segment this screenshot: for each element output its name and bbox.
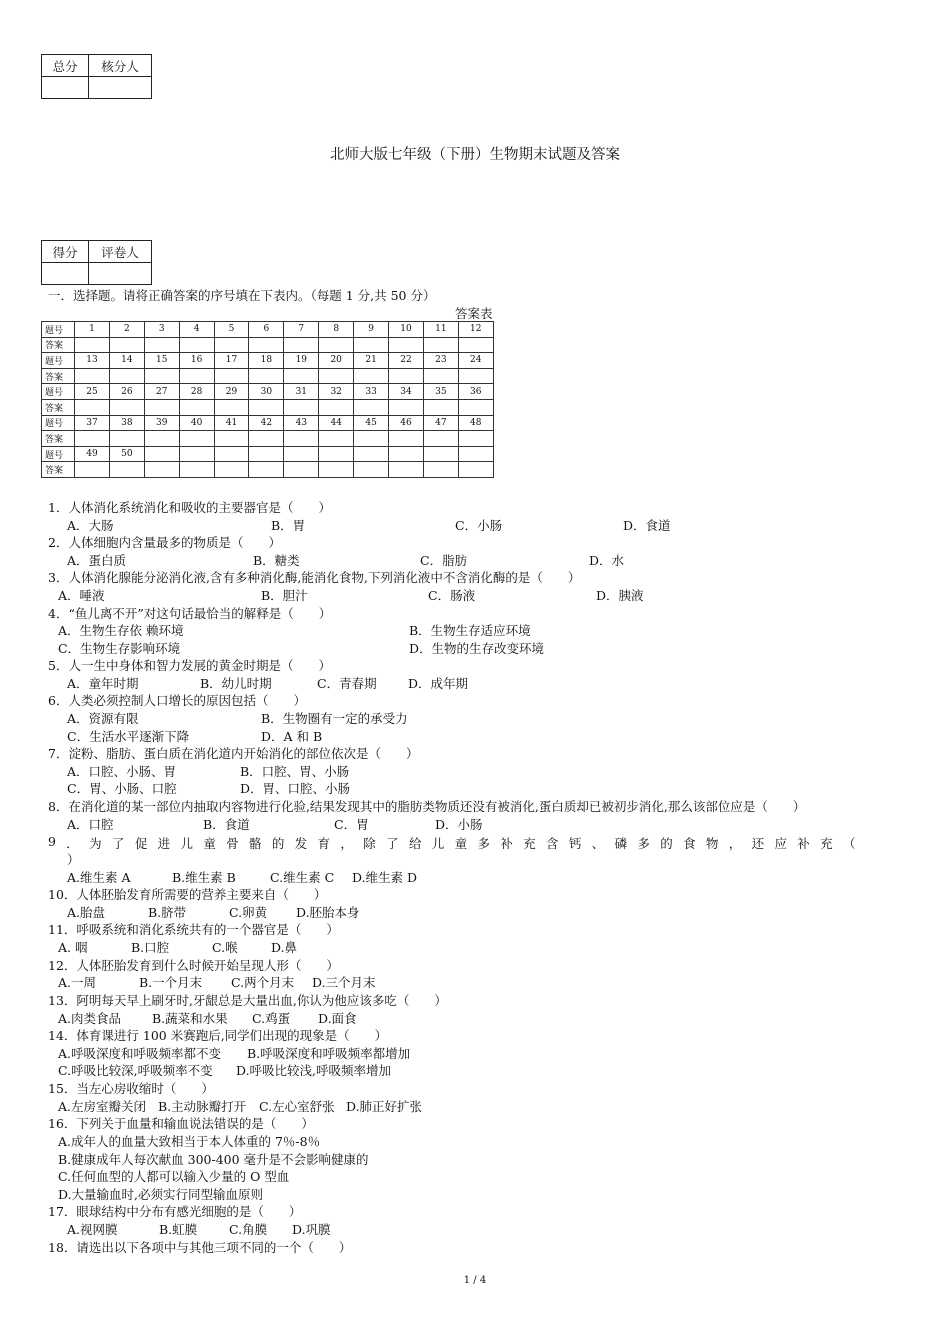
answer-table-number-cell: 34 [389,384,424,400]
q9-stem-char: 还 [751,836,765,851]
q11-option-d: D.鼻 [271,940,298,955]
answer-table-number-cell [458,446,493,462]
q9-stem-char: 除 [363,836,376,851]
answer-table-number-cell [179,446,214,462]
question-8: 8．在消化道的某一部位内抽取内容物进行化验,结果发现其中的脂肪类物质还没有被消化,蛋白质却已被初步消化,那么该部位应是（ ） [48,799,806,814]
answer-table-number-cell: 39 [144,415,179,431]
q9-option-d: D.维生素 D [352,870,418,885]
answer-table-answer-cell[interactable] [109,337,144,353]
answer-table-number-cell: 22 [389,353,424,369]
q9-stem-char: 了 [111,836,125,851]
answer-table-number-row [42,353,494,369]
answer-table-answer-cell[interactable] [144,399,179,415]
answer-table [41,321,494,478]
answer-table-number-cell: 8 [319,322,354,338]
q7-option-d: D．胃、口腔、小肠 [240,781,351,796]
answer-table-answer-cell[interactable] [179,431,214,447]
answer-table-answer-cell[interactable] [458,399,493,415]
answer-table-number-cell: 16 [179,353,214,369]
q9-stem-char: 补 [500,836,513,851]
q13-option-d: D.面食 [318,1011,357,1026]
score-box-grader-cell[interactable] [89,263,152,285]
answer-table-number-cell: 1 [75,322,110,338]
answer-table-number-cell: 32 [319,384,354,400]
answer-table-answer-cell[interactable] [354,337,389,353]
question-6: 6．人类必须控制人口增长的原因包括（ ） [48,693,306,708]
q1-option-b: B．胃 [271,518,306,533]
answer-table-number-cell: 12 [458,322,493,338]
q12-option-c: C.两个月末 [231,975,295,990]
answer-table-number-row [42,384,494,400]
answer-table-number-cell: 9 [354,322,389,338]
answer-table-answer-cell[interactable] [319,368,354,384]
answer-table-answer-cell[interactable] [284,462,319,478]
question-16: 16．下列关于血量和输血说法错误的是（ ） [48,1116,314,1131]
q14-option-c: C.呼吸比较深,呼吸频率不变 [58,1063,213,1078]
answer-table-label: 答案表 [455,306,493,321]
q7-option-c: C．胃、小肠、口腔 [67,781,177,796]
q8-option-a: A．口腔 [67,817,114,832]
answer-table-answer-cell[interactable] [389,399,424,415]
q1-option-d: D．食道 [623,518,671,533]
answer-table-answer-cell[interactable] [109,462,144,478]
q2-option-a: A．蛋白质 [67,553,127,568]
q6-option-d: D．A 和 B [261,729,323,744]
score-box-total-cell[interactable] [42,77,89,99]
answer-table-answer-cell[interactable] [319,431,354,447]
q9-stem-char: 促 [134,836,148,851]
q13-option-a: A.肉类食品 [58,1011,122,1026]
q3-option-b: B．胆汁 [261,588,308,603]
q17-option-a: A.视网膜 [67,1222,118,1237]
q15-option-a: A.左房室瓣关闭 [58,1099,147,1114]
answer-table-answer-cell[interactable] [249,431,284,447]
answer-table-number-cell: 3 [144,322,179,338]
answer-table-answer-cell[interactable] [389,431,424,447]
q10-option-a: A.胎盘 [67,905,106,920]
answer-table-answer-cell[interactable] [75,337,110,353]
answer-table-answer-cell[interactable] [354,399,389,415]
answer-table-number-cell: 49 [75,446,110,462]
answer-table-answer-cell[interactable] [458,462,493,478]
q11-option-c: C.喉 [212,940,238,955]
q3-option-a: A．唾液 [58,588,105,603]
answer-table-number-cell: 13 [75,353,110,369]
answer-table-number-cell: 10 [389,322,424,338]
q9-stem-char: 多 [477,836,490,851]
answer-table-number-cell [284,446,319,462]
q15-option-b: B.主动脉瓣打开 [158,1099,247,1114]
score-box-checker-cell[interactable] [89,77,152,99]
q17-option-d: D.巩膜 [292,1222,331,1237]
answer-table-answer-label: 答案 [42,431,75,447]
answer-table-number-cell: 41 [214,415,249,431]
answer-table-number-cell [144,446,179,462]
answer-table-number-cell: 20 [319,353,354,369]
answer-table-answer-cell[interactable] [389,462,424,478]
q7-option-b: B．口腔、胃、小肠 [240,764,350,779]
answer-table-answer-cell[interactable] [249,399,284,415]
score-box-score-header: 得分 [42,241,89,263]
answer-table-answer-cell[interactable] [75,368,110,384]
answer-table-answer-cell[interactable] [423,462,458,478]
answer-table-number-cell: 23 [423,353,458,369]
answer-table-answer-cell[interactable] [109,431,144,447]
question-18: 18．请选出以下各项中与其他三项不同的一个（ ） [48,1240,352,1255]
q1-option-a: A．大肠 [67,518,114,533]
answer-table-number-cell: 35 [423,384,458,400]
q9-stem-char: 磷 [614,836,628,851]
q16-option-c: C.任何血型的人都可以输入少量的 O 型血 [58,1169,290,1184]
answer-table-number-label: 题号 [42,322,75,338]
answer-table-answer-cell[interactable] [319,337,354,353]
answer-table-answer-cell[interactable] [423,431,458,447]
answer-table-number-cell: 30 [249,384,284,400]
answer-table-number-cell: 6 [249,322,284,338]
section-heading: 一．选择题。请将正确答案的序号填在下表内。（每题 1 分,共 50 分） [48,288,436,303]
answer-table-answer-cell[interactable] [458,368,493,384]
q9-stem-char: 物 [705,836,719,851]
q9-stem-char: 、 [591,836,605,851]
answer-table-number-cell: 2 [109,322,144,338]
answer-table-number-cell: 48 [458,415,493,431]
q9-stem-char: 含 [546,836,559,851]
answer-table-number-cell: 47 [423,415,458,431]
answer-table-answer-cell[interactable] [179,399,214,415]
q9-stem-char: 了 [386,836,399,851]
q9-stem-char: 进 [157,836,171,851]
answer-table-number-cell: 37 [75,415,110,431]
answer-table-number-cell: 36 [458,384,493,400]
answer-table-answer-cell[interactable] [214,462,249,478]
q6-option-c: C．生活水平逐渐下降 [67,729,190,744]
q13-option-b: B.蔬菜和水果 [152,1011,228,1026]
q8-option-b: B．食道 [203,817,250,832]
question-11: 11．呼吸系统和消化系统共有的一个器官是（ ） [48,922,339,937]
score-box-total-header: 总分 [42,55,89,77]
answer-table-number-cell: 40 [179,415,214,431]
q9-stem-char: 发 [294,836,308,851]
answer-table-answer-row [42,462,494,478]
answer-table-answer-cell[interactable] [179,337,214,353]
answer-table-number-cell [389,446,424,462]
question-2: 2．人体细胞内含量最多的物质是（ ） [48,535,281,550]
q14-option-b: B.呼吸深度和呼吸频率都增加 [247,1046,411,1061]
q9-option-c: C.维生素 C [270,870,335,885]
q9-stem-char: 充 [523,836,536,851]
question-3: 3．人体消化腺能分泌消化液,含有多种消化酶,能消化食物,下列消化液中不含消化酶的是（ ） [48,570,581,585]
q6-option-a: A．资源有限 [67,711,139,726]
q13-option-c: C.鸡蛋 [252,1011,291,1026]
answer-table-number-cell: 24 [458,353,493,369]
q9-stem-char: 补 [797,836,810,851]
q4-option-c: C．生物生存影响环境 [58,641,181,656]
q9-stem-char: 应 [774,836,787,851]
question-5: 5．人一生中身体和智力发展的黄金时期是（ ） [48,658,331,673]
answer-table-number-cell: 31 [284,384,319,400]
answer-table-number-cell: 27 [144,384,179,400]
q9-stem-char: 的 [271,836,285,851]
q3-option-c: C．肠液 [428,588,476,603]
answer-table-number-cell [354,446,389,462]
answer-table-number-cell: 46 [389,415,424,431]
q8-option-d: D．小肠 [435,817,483,832]
answer-table-answer-cell[interactable] [423,368,458,384]
page-number: 1 / 4 [463,1275,487,1286]
answer-table-answer-cell[interactable] [144,337,179,353]
q9-stem-char: （ [842,836,856,851]
q9-stem-char: 充 [820,836,833,851]
q9-option-b: B.维生素 B [172,870,236,885]
answer-table-answer-row [42,368,494,384]
answer-table-answer-cell[interactable] [423,337,458,353]
question-9 [48,834,856,852]
answer-table-answer-cell[interactable] [319,399,354,415]
answer-table-number-cell: 38 [109,415,144,431]
answer-table-number-row [42,446,494,462]
question-4: 4．“鱼儿离不开”对这句话最恰当的解释是（ ） [48,606,332,621]
q5-option-c: C．青春期 [317,676,377,691]
answer-table-answer-cell[interactable] [144,368,179,384]
answer-table-number-cell: 43 [284,415,319,431]
q9-option-a: A.维生素 A [67,870,131,885]
answer-table-answer-cell[interactable] [284,431,319,447]
question-7: 7．淀粉、脂肪、蛋白质在消化道内开始消化的部位依次是（ ） [48,746,419,761]
answer-table-answer-cell[interactable] [75,399,110,415]
q9-stem-char: ， [340,836,353,851]
q14-option-a: A.呼吸深度和呼吸频率都不变 [58,1046,222,1061]
answer-table-number-cell: 15 [144,353,179,369]
q9-stem-char: 骨 [226,836,239,851]
answer-table-answer-label: 答案 [42,368,75,384]
answer-table-number-cell: 5 [214,322,249,338]
answer-table-number-label: 题号 [42,446,75,462]
score-box-checker-header: 核分人 [89,55,152,77]
q9-stem-char: 儿 [180,836,194,851]
q9-stem-char: 多 [637,836,650,851]
answer-table-answer-cell[interactable] [389,368,424,384]
q2-option-d: D．水 [589,553,625,568]
question-14: 14．体育课进行 100 米赛跑后,同学们出现的现象是（ ） [48,1028,388,1043]
q9-stem-char: 育 [317,836,331,851]
answer-table-answer-cell[interactable] [214,431,249,447]
answer-table-answer-row [42,431,494,447]
q12-option-b: B.一个月末 [139,975,203,990]
answer-table-number-cell: 25 [75,384,110,400]
q10-option-c: C.卵黄 [229,905,268,920]
q4-option-a: A．生物生存依 赖环境 [58,623,184,638]
question-12: 12．人体胚胎发育到什么时候开始呈现人形（ ） [48,958,339,973]
answer-table-number-label: 题号 [42,384,75,400]
question-17: 17．眼球结构中分布有感光细胞的是（ ） [48,1204,302,1219]
answer-table-answer-cell[interactable] [249,337,284,353]
answer-table-number-cell: 21 [354,353,389,369]
answer-table-answer-row [42,337,494,353]
answer-table-number-cell: 11 [423,322,458,338]
answer-table-answer-cell[interactable] [319,462,354,478]
answer-table-number-cell: 50 [109,446,144,462]
answer-table-number-cell [214,446,249,462]
answer-table-answer-cell[interactable] [144,462,179,478]
score-box-grader-header: 评卷人 [89,241,152,263]
answer-table-number-cell: 26 [109,384,144,400]
answer-table-number-cell [249,446,284,462]
answer-table-number-cell: 33 [354,384,389,400]
question-15: 15．当左心房收缩时（ ） [48,1081,214,1096]
answer-table-number-cell: 14 [109,353,144,369]
answer-table-answer-label: 答案 [42,462,75,478]
q4-option-b: B．生物生存适应环境 [409,623,531,638]
q3-option-d: D．胰液 [596,588,644,603]
answer-table-number-cell: 29 [214,384,249,400]
answer-table-answer-cell[interactable] [179,462,214,478]
answer-table-answer-cell[interactable] [284,399,319,415]
q1-option-c: C．小肠 [455,518,503,533]
q9-stem-end: ） [67,852,80,867]
answer-table-number-cell: 18 [249,353,284,369]
answer-table-answer-cell[interactable] [75,462,110,478]
q16-option-b: B.健康成年人每次献血 300-400 毫升是不会影响健康的 [58,1152,369,1167]
q9-stem-char: ． [66,836,79,851]
answer-table-number-cell: 28 [179,384,214,400]
answer-table-number-cell: 42 [249,415,284,431]
answer-table-number-cell [319,446,354,462]
answer-table-answer-label: 答案 [42,399,75,415]
q9-stem-char: 童 [454,836,468,851]
answer-table-number-cell: 17 [214,353,249,369]
q9-stem-char: 儿 [431,836,445,851]
q9-stem-char: 9 [48,834,56,849]
answer-table-answer-cell[interactable] [179,368,214,384]
q2-option-c: C．脂肪 [420,553,468,568]
answer-table-answer-cell[interactable] [354,368,389,384]
q5-option-a: A．童年时期 [67,676,139,691]
q17-option-b: B.虹膜 [159,1222,198,1237]
answer-table-answer-cell[interactable] [249,462,284,478]
answer-table-answer-cell[interactable] [284,337,319,353]
q10-option-b: B.脐带 [148,905,187,920]
answer-table-answer-cell[interactable] [458,337,493,353]
answer-table-number-row [42,415,494,431]
answer-table-answer-cell[interactable] [423,399,458,415]
q15-option-c: C.左心室舒张 [259,1099,335,1114]
answer-table-answer-cell[interactable] [389,337,424,353]
q10-option-d: D.胚胎本身 [296,905,360,920]
answer-table-answer-cell[interactable] [109,368,144,384]
q9-stem-char: 童 [203,836,216,851]
score-box-total [41,54,152,99]
answer-table-number-cell: 44 [319,415,354,431]
q12-option-a: A.一周 [58,975,97,990]
q7-option-a: A．口腔、小肠、胃 [67,764,177,779]
q9-stem-char: 给 [408,836,422,851]
q16-option-a: A.成年人的血量大致相当于本人体重的 7％-8％ [58,1134,321,1149]
answer-table-number-row [42,322,494,338]
answer-table-number-cell: 19 [284,353,319,369]
page-title: 北师大版七年级（下册）生物期末试题及答案 [330,147,620,163]
q9-stem-char: 为 [89,836,102,851]
q11-option-a: A. 咽 [58,940,88,955]
answer-table-answer-cell[interactable] [458,431,493,447]
q4-option-d: D．生物的生存改变环境 [409,641,545,656]
answer-table-number-cell: 4 [179,322,214,338]
answer-table-number-cell: 45 [354,415,389,431]
answer-table-answer-cell[interactable] [75,431,110,447]
answer-table-answer-cell[interactable] [354,462,389,478]
q5-option-b: B．幼儿时期 [200,676,272,691]
q2-option-b: B．糖类 [253,553,300,568]
answer-table-answer-cell[interactable] [249,368,284,384]
answer-table-answer-cell[interactable] [214,368,249,384]
answer-table-number-label: 题号 [42,353,75,369]
question-1: 1．人体消化系统消化和吸收的主要器官是（ ） [48,500,331,515]
answer-table-number-cell [423,446,458,462]
q11-option-b: B.口腔 [131,940,170,955]
q16-option-d: D.大量输血时,必须实行同型输血原则 [58,1187,264,1202]
q6-option-b: B．生物圈有一定的承受力 [261,711,408,726]
q9-stem-char: 的 [660,836,673,851]
q8-option-c: C．胃 [334,817,369,832]
q12-option-d: D.三个月末 [312,975,376,990]
q9-stem-char: 食 [683,836,696,851]
q9-stem-char: ， [728,836,742,851]
q14-option-d: D.呼吸比较浅,呼吸频率增加 [236,1063,392,1078]
question-10: 10．人体胚胎发育所需要的营养主要来自（ ） [48,887,327,902]
q9-stem-char: 钙 [568,836,582,851]
answer-table-answer-cell[interactable] [144,431,179,447]
score-box-grader [41,240,152,285]
answer-table-answer-cell[interactable] [214,399,249,415]
answer-table-number-label: 题号 [42,415,75,431]
answer-table-answer-cell[interactable] [354,431,389,447]
answer-table-number-cell: 7 [284,322,319,338]
q17-option-c: C.角膜 [229,1222,268,1237]
answer-table-answer-label: 答案 [42,337,75,353]
answer-table-answer-cell[interactable] [109,399,144,415]
q15-option-d: D.肺正好扩张 [346,1099,423,1114]
answer-table-answer-row [42,399,494,415]
question-13: 13．阿明每天早上刷牙时,牙龈总是大量出血,你认为他应该多吃（ ） [48,993,447,1008]
answer-table-answer-cell[interactable] [284,368,319,384]
score-box-score-cell[interactable] [42,263,89,285]
q9-stem-char: 骼 [249,836,262,851]
q5-option-d: D．成年期 [408,676,469,691]
answer-table-answer-cell[interactable] [214,337,249,353]
